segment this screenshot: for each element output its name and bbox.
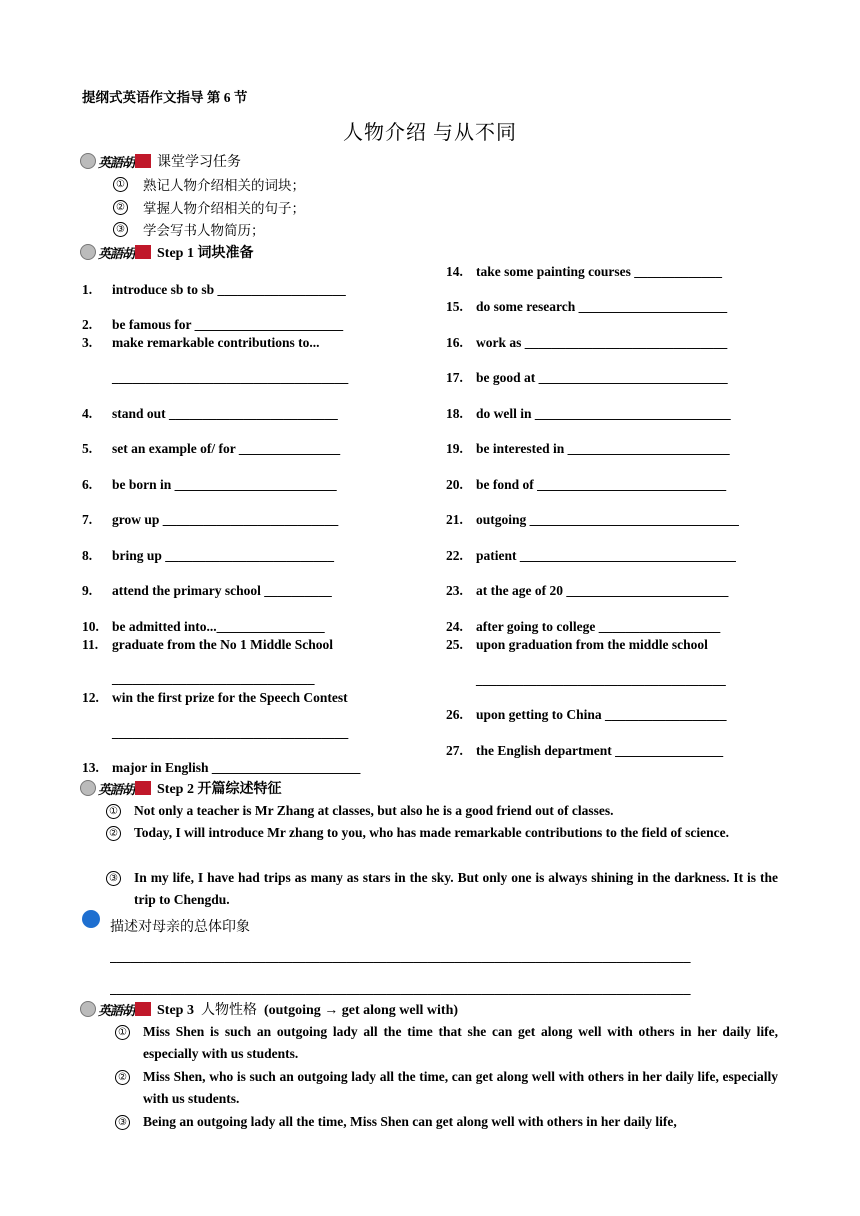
vocab-item: 23. at the age of 20 ________________________ [446,583,729,598]
vocab-item: 18. do well in _____________________________ [446,406,731,421]
vocab-item: 26. upon getting to China __________________ [446,707,727,722]
vocab-item: 16. work as ______________________________ [446,335,728,350]
task-item: ③ 学会写书人物简历； [113,219,265,239]
vocab-item: 13. major in English ______________________ [82,760,361,775]
section-class-tasks [80,151,241,171]
vocab-blank: _____________________________________ [476,672,726,687]
vocab-item: 7. grow up __________________________ [82,512,339,527]
vocab-item: 21. outgoing _______________________________ [446,512,739,527]
example-sentence: ③ Being an outgoing lady all the time, Miss Shen can get along well with others in her daily life, [143,1111,778,1133]
english-logo-icon: 英語胡 [80,1000,151,1019]
answer-line[interactable]: ______________________________________________________________________________________ [110,981,691,996]
task-item: ② 掌握人物介绍相关的句子； [113,197,305,217]
section-heading: Step 2 开篇综述特征 [157,782,282,797]
page-title: 人物介绍 与从不同 [343,122,517,144]
vocab-blank: ______________________________ [112,671,315,686]
english-logo-icon: 英語胡 [80,243,151,262]
example-sentence: ① Miss Shen is such an outgoing lady all the time that she can get along well with others in her daily life, especially with us students. [143,1021,778,1065]
vocab-item: 1. introduce sb to sb ___________________ [82,282,346,297]
answer-line[interactable]: ______________________________________________________________________________________ [110,949,691,964]
vocab-item: 24. after going to college __________________ [446,619,721,634]
vocab-item: 14. take some painting courses _____________ [446,264,722,279]
english-logo-icon: 英語胡 [80,152,151,171]
example-sentence: ② Miss Shen, who is such an outgoing lady all the time, can get along well with others in her daily life, especially with us students. [143,1066,778,1110]
section-step1 [80,242,253,262]
vocab-item: 20. be fond of ____________________________ [446,477,727,492]
section-heading: 课堂学习任务 [157,155,242,170]
vocab-item: 22. patient ________________________________ [446,548,736,563]
vocab-item: 19. be interested in ________________________ [446,441,730,456]
section-step3 [80,999,458,1019]
vocab-item: 6. be born in ________________________ [82,477,337,492]
vocab-item: 25. upon graduation from the middle school [446,637,708,652]
vocab-item: 12. win the first prize for the Speech Contest [82,690,348,705]
example-sentence: ② Today, I will introduce Mr zhang to you, who has made remarkable contributions to the field of science. [134,822,778,844]
pen-icon [82,910,100,928]
task-item: ① 熟记人物介绍相关的词块； [113,174,305,194]
writing-task-label: 描述对母亲的总体印象 [110,920,250,935]
section-heading: Step 3 人物性格 (outgoing → get along well with) [157,1003,459,1018]
vocab-item: 27. the English department ________________ [446,743,724,758]
vocab-item: 9. attend the primary school __________ [82,583,332,598]
document-header: 提纲式英语作文指导 第 6 节 [82,90,248,105]
vocab-item: 8. bring up _________________________ [82,548,335,563]
vocab-item: 17. be good at ____________________________ [446,370,728,385]
vocab-item: 10. be admitted into...________________ [82,619,325,634]
vocab-item: 11. graduate from the No 1 Middle School [82,637,333,652]
vocab-item: 3. make remarkable contributions to... [82,335,320,350]
vocab-item: 4. stand out _________________________ [82,406,338,421]
vocab-blank: ___________________________________ [112,725,349,740]
vocab-item: 15. do some research ______________________ [446,299,728,314]
example-sentence: ③ In my life, I have had trips as many as stars in the sky. But only one is always shining in the darkness. It is the trip to Chengdu. [134,867,778,911]
vocab-blank: ___________________________________ [112,370,349,385]
example-sentence: ① Not only a teacher is Mr Zhang at classes, but also he is a good friend out of classes. [134,800,778,822]
vocab-item: 2. be famous for ______________________ [82,317,344,332]
vocab-item: 5. set an example of/ for _______________ [82,441,341,456]
section-step2 [80,778,281,798]
english-logo-icon: 英語胡 [80,779,151,798]
section-heading: Step 1 词块准备 [157,246,254,261]
